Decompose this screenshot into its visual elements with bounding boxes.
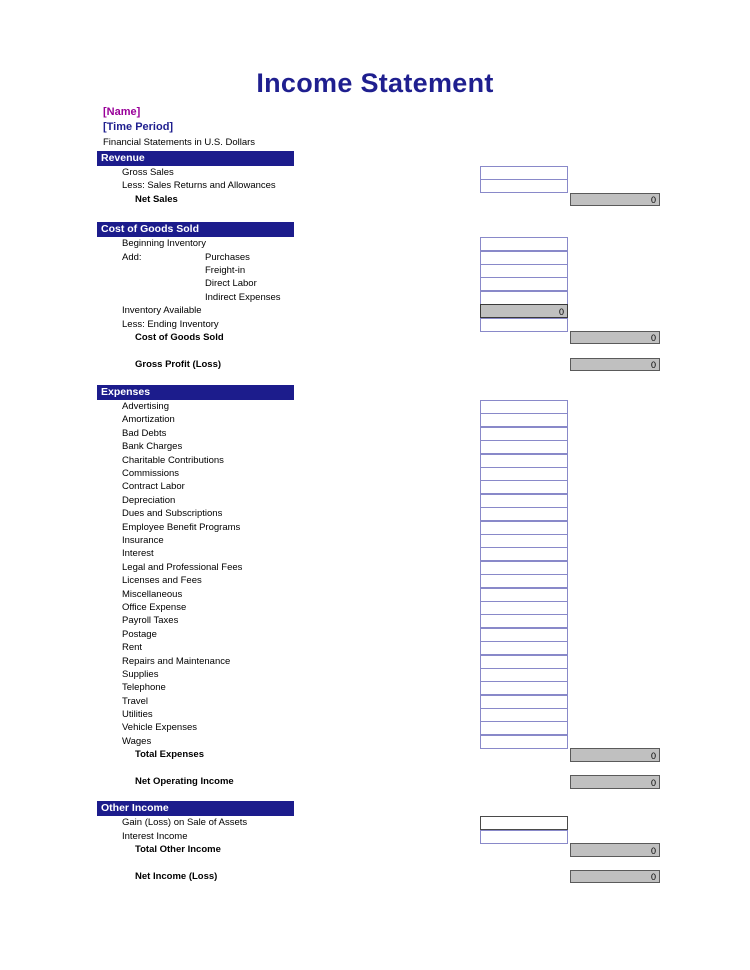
- net-income-value-cell: 0: [570, 870, 660, 884]
- section-header-cogs: Cost of Goods Sold: [97, 222, 294, 237]
- row-total-expenses: [0, 748, 750, 761]
- expense-input-cell[interactable]: [480, 480, 568, 494]
- expense-row: [0, 561, 750, 574]
- input-sales-returns[interactable]: [480, 179, 568, 193]
- expense-row-label: Depreciation: [122, 494, 176, 506]
- expense-row-label: Dues and Subscriptions: [122, 508, 223, 520]
- label-inventory-available: Inventory Available: [122, 305, 202, 317]
- expense-input-cell[interactable]: [480, 440, 568, 454]
- label-net-operating-income: Net Operating Income: [135, 776, 234, 788]
- expense-row: [0, 467, 750, 480]
- row-interest-income: [0, 830, 750, 843]
- expense-row: [0, 574, 750, 587]
- expense-row: [0, 614, 750, 627]
- expense-input-cell[interactable]: [480, 507, 568, 521]
- expense-row: [0, 655, 750, 668]
- expense-input-cell[interactable]: [480, 547, 568, 561]
- expense-input-cell[interactable]: [480, 695, 568, 709]
- expense-input-cell[interactable]: [480, 534, 568, 548]
- row-ending-inventory: [0, 318, 750, 331]
- expense-row-label: Wages: [122, 735, 152, 747]
- label-add: Add:: [122, 251, 142, 263]
- expense-input-cell[interactable]: [480, 400, 568, 414]
- input-gross-sales[interactable]: [480, 166, 568, 180]
- expense-input-cell[interactable]: [480, 561, 568, 575]
- expense-row-label: Bad Debts: [122, 427, 167, 439]
- row-inventory-available: [0, 304, 750, 317]
- section-header-other-income: Other Income: [97, 801, 294, 816]
- expense-row-label: Commissions: [122, 468, 180, 480]
- gross-profit-value-cell: 0: [570, 358, 660, 372]
- input-ending-inventory[interactable]: [480, 318, 568, 332]
- expense-input-cell[interactable]: [480, 655, 568, 669]
- row-sales-returns: [0, 179, 750, 192]
- expense-row: [0, 668, 750, 681]
- label-gross-profit: Gross Profit (Loss): [135, 358, 222, 370]
- expense-row-label: Amortization: [122, 414, 175, 426]
- expense-row-label: Supplies: [122, 668, 159, 680]
- expense-row: [0, 735, 750, 748]
- expense-row: [0, 413, 750, 426]
- expense-input-cell[interactable]: [480, 721, 568, 735]
- label-gross-sales: Gross Sales: [122, 167, 174, 178]
- expense-row: [0, 588, 750, 601]
- label-interest-income: Interest Income: [122, 830, 188, 842]
- time-period-placeholder[interactable]: [Time Period]: [103, 121, 174, 133]
- expense-row: [0, 480, 750, 493]
- row-direct-labor: [0, 277, 750, 290]
- subtitle: Financial Statements in U.S. Dollars: [103, 137, 256, 148]
- cogs-total-value-cell: 0: [570, 331, 660, 345]
- row-gross-sales: [0, 166, 750, 179]
- expense-row-label: Office Expense: [122, 601, 187, 613]
- expense-row-label: Bank Charges: [122, 441, 183, 453]
- row-total-other-income: [0, 843, 750, 856]
- expense-row: [0, 534, 750, 547]
- label-sales-returns: Less: Sales Returns and Allowances: [122, 180, 276, 192]
- label-purchases: Purchases: [205, 251, 250, 263]
- expense-input-cell[interactable]: [480, 494, 568, 508]
- expense-row-label: Payroll Taxes: [122, 615, 179, 627]
- net-sales-value-cell: 0: [570, 193, 660, 207]
- expense-row-label: Telephone: [122, 682, 166, 694]
- expense-input-cell[interactable]: [480, 427, 568, 441]
- expense-row-label: Postage: [122, 628, 157, 640]
- expense-row: [0, 507, 750, 520]
- expense-row: [0, 721, 750, 734]
- expense-row-label: Miscellaneous: [122, 588, 183, 600]
- row-cogs-total: [0, 331, 750, 344]
- row-purchases: [0, 251, 750, 264]
- expense-input-cell[interactable]: [480, 614, 568, 628]
- row-net-sales: [0, 193, 750, 206]
- row-beginning-inventory: [0, 237, 750, 250]
- expense-input-cell[interactable]: [480, 413, 568, 427]
- label-net-income: Net Income (Loss): [135, 870, 218, 882]
- expense-row-label: Travel: [122, 695, 149, 707]
- expense-input-cell[interactable]: [480, 735, 568, 749]
- row-freight-in: [0, 264, 750, 277]
- input-freight-in[interactable]: [480, 264, 568, 278]
- expense-row-label: Contract Labor: [122, 481, 185, 493]
- label-indirect-expenses: Indirect Expenses: [205, 291, 281, 303]
- input-beginning-inventory[interactable]: [480, 237, 568, 251]
- label-net-sales: Net Sales: [135, 193, 178, 205]
- row-net-operating-income: [0, 775, 750, 788]
- expense-input-cell[interactable]: [480, 708, 568, 722]
- expense-input-cell[interactable]: [480, 628, 568, 642]
- expense-input-cell[interactable]: [480, 641, 568, 655]
- expense-row-label: Employee Benefit Programs: [122, 521, 241, 533]
- expense-input-cell[interactable]: [480, 601, 568, 615]
- expense-input-cell[interactable]: [480, 681, 568, 695]
- total-expenses-value-cell: 0: [570, 748, 660, 762]
- expense-row: [0, 708, 750, 721]
- expense-row: [0, 681, 750, 694]
- expense-input-cell[interactable]: [480, 521, 568, 535]
- label-gain-loss-assets: Gain (Loss) on Sale of Assets: [122, 817, 248, 829]
- expense-row: [0, 628, 750, 641]
- label-ending-inventory: Less: Ending Inventory: [122, 318, 219, 330]
- expense-row-label: Repairs and Maintenance: [122, 655, 231, 667]
- inventory-available-value-cell: 0: [480, 304, 568, 318]
- expense-row: [0, 440, 750, 453]
- name-placeholder[interactable]: [Name]: [103, 106, 141, 118]
- input-gain-loss-assets[interactable]: [480, 816, 568, 830]
- expense-row: [0, 521, 750, 534]
- label-freight-in: Freight-in: [205, 264, 246, 276]
- row-net-income: [0, 870, 750, 883]
- expense-row-label: Charitable Contributions: [122, 454, 224, 466]
- expense-row-label: Vehicle Expenses: [122, 722, 197, 734]
- total-other-income-value-cell: 0: [570, 843, 660, 857]
- label-cogs-total: Cost of Goods Sold: [135, 331, 224, 343]
- expense-row-label: Legal and Professional Fees: [122, 561, 243, 573]
- expense-row: [0, 427, 750, 440]
- row-gross-profit: [0, 358, 750, 371]
- section-header-revenue: Revenue: [97, 151, 294, 166]
- expense-row-label: Utilities: [122, 709, 153, 721]
- section-header-expenses: Expenses: [97, 385, 294, 400]
- expense-row-label: Insurance: [122, 534, 164, 546]
- expense-row: [0, 695, 750, 708]
- expense-row: [0, 454, 750, 467]
- row-gain-loss-assets: [0, 816, 750, 829]
- expense-input-cell[interactable]: [480, 668, 568, 682]
- label-total-other-income: Total Other Income: [135, 844, 221, 856]
- input-purchases[interactable]: [480, 251, 568, 265]
- label-beginning-inventory: Beginning Inventory: [122, 238, 206, 250]
- net-operating-income-value-cell: 0: [570, 775, 660, 789]
- expense-row-label: Rent: [122, 642, 143, 654]
- label-direct-labor: Direct Labor: [205, 278, 257, 290]
- expense-input-cell[interactable]: [480, 574, 568, 588]
- input-direct-labor[interactable]: [480, 277, 568, 291]
- label-total-expenses: Total Expenses: [135, 749, 204, 761]
- page-title: Income Statement: [256, 68, 494, 98]
- expense-row: [0, 400, 750, 413]
- expense-row-label: Licenses and Fees: [122, 575, 202, 587]
- expense-row: [0, 641, 750, 654]
- expense-row-label: Advertising: [122, 401, 169, 413]
- expense-input-cell[interactable]: [480, 588, 568, 602]
- expense-input-cell[interactable]: [480, 454, 568, 468]
- expense-input-cell[interactable]: [480, 467, 568, 481]
- expense-row: [0, 494, 750, 507]
- input-interest-income[interactable]: [480, 830, 568, 844]
- expense-row: [0, 547, 750, 560]
- expense-row: [0, 601, 750, 614]
- input-indirect-expenses[interactable]: [480, 291, 568, 305]
- row-indirect-expenses: [0, 291, 750, 304]
- expense-row-label: Interest: [122, 548, 154, 560]
